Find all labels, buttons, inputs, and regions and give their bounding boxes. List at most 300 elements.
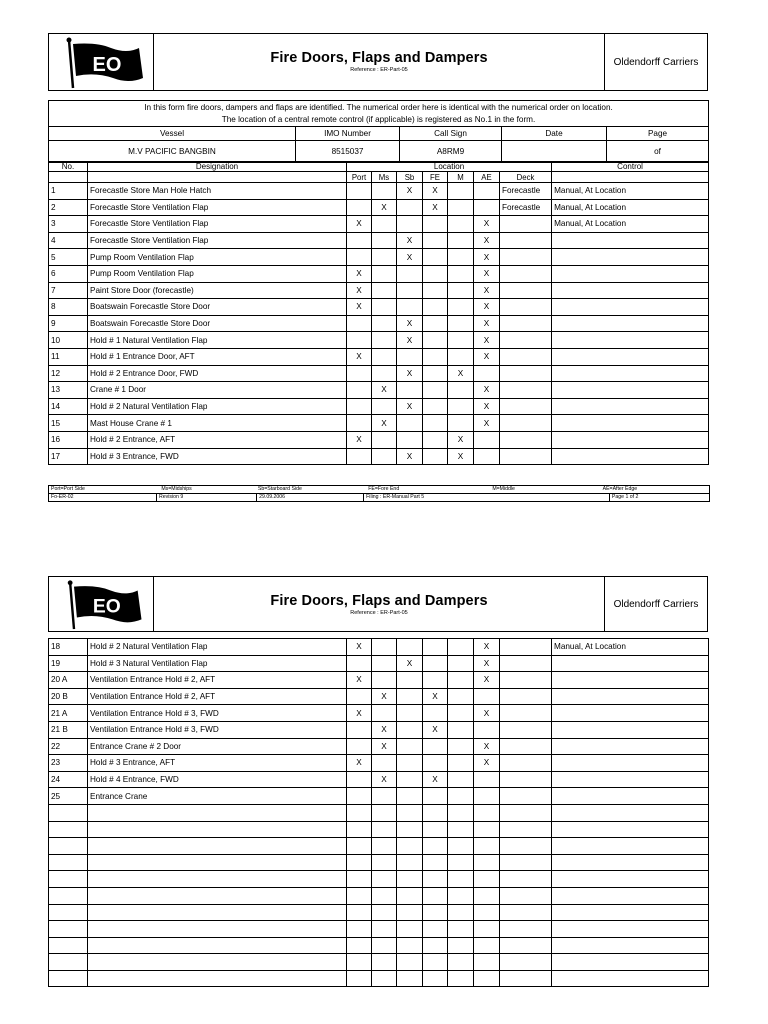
cell-ae: X bbox=[474, 232, 500, 249]
cell-fe bbox=[423, 921, 448, 938]
table-row bbox=[49, 970, 709, 987]
cell-m bbox=[448, 705, 474, 722]
cell-ms bbox=[372, 788, 397, 805]
cell-m bbox=[448, 232, 474, 249]
cell-no: 1 bbox=[49, 183, 88, 200]
cell-control bbox=[552, 348, 709, 365]
cell-sb bbox=[397, 970, 423, 987]
cell-fe bbox=[423, 904, 448, 921]
cell-no bbox=[49, 821, 88, 838]
table-row bbox=[49, 705, 709, 722]
cell-port bbox=[347, 887, 372, 904]
cell-designation: Ventilation Entrance Hold # 2, AFT bbox=[88, 672, 347, 689]
cell-control bbox=[552, 398, 709, 415]
cell-control bbox=[552, 954, 709, 971]
cell-ae: X bbox=[474, 398, 500, 415]
cell-designation: Hold # 4 Entrance, FWD bbox=[88, 771, 347, 788]
cell-m bbox=[448, 937, 474, 954]
table-row bbox=[49, 738, 709, 755]
cell-deck bbox=[500, 970, 552, 987]
cell-no: 14 bbox=[49, 398, 88, 415]
cell-deck bbox=[500, 755, 552, 772]
table-row bbox=[49, 639, 709, 656]
cell-control bbox=[552, 705, 709, 722]
cell-designation bbox=[88, 887, 347, 904]
cell-sb bbox=[397, 937, 423, 954]
cell-ms bbox=[372, 970, 397, 987]
cell-m bbox=[448, 655, 474, 672]
cell-ms: X bbox=[372, 721, 397, 738]
cell-ms: X bbox=[372, 738, 397, 755]
cell-control bbox=[552, 415, 709, 432]
cell-ae bbox=[474, 871, 500, 888]
designation-header: Designation bbox=[88, 163, 347, 172]
cell-designation: Forecastle Store Ventilation Flap bbox=[88, 232, 347, 249]
cell-m bbox=[448, 771, 474, 788]
cell-fe bbox=[423, 216, 448, 233]
cell-deck bbox=[500, 249, 552, 266]
cell-ae: X bbox=[474, 705, 500, 722]
cell-designation: Boatswain Forecastle Store Door bbox=[88, 299, 347, 316]
cell-designation bbox=[88, 970, 347, 987]
cell-ae bbox=[474, 688, 500, 705]
cell-ms bbox=[372, 398, 397, 415]
svg-text:EO: EO bbox=[92, 596, 121, 618]
cell-control bbox=[552, 721, 709, 738]
cell-deck bbox=[500, 937, 552, 954]
cell-no: 22 bbox=[49, 738, 88, 755]
page-label: Page bbox=[607, 127, 709, 141]
cell-no: 7 bbox=[49, 282, 88, 299]
cell-control bbox=[552, 448, 709, 465]
cell-control bbox=[552, 265, 709, 282]
cell-ms bbox=[372, 216, 397, 233]
cell-no: 8 bbox=[49, 299, 88, 316]
cell-ms bbox=[372, 655, 397, 672]
cell-designation: Hold # 2 Natural Ventilation Flap bbox=[88, 639, 347, 656]
cell-m bbox=[448, 970, 474, 987]
cell-port bbox=[347, 854, 372, 871]
table-row bbox=[49, 232, 709, 249]
cell-control bbox=[552, 738, 709, 755]
cell-designation: Paint Store Door (forecastle) bbox=[88, 282, 347, 299]
cell-no: 19 bbox=[49, 655, 88, 672]
table-row bbox=[49, 348, 709, 365]
cell-designation: Ventilation Entrance Hold # 3, FWD bbox=[88, 705, 347, 722]
cell-sb bbox=[397, 415, 423, 432]
cell-m bbox=[448, 821, 474, 838]
imo-label: IMO Number bbox=[296, 127, 400, 141]
cell-m bbox=[448, 921, 474, 938]
cell-ms bbox=[372, 755, 397, 772]
cell-fe bbox=[423, 431, 448, 448]
company-name: Oldendorff Carriers bbox=[604, 34, 707, 90]
cell-deck bbox=[500, 821, 552, 838]
cell-ae: X bbox=[474, 655, 500, 672]
cell-control bbox=[552, 672, 709, 689]
table-row bbox=[49, 431, 709, 448]
table-row bbox=[49, 655, 709, 672]
cell-control bbox=[552, 937, 709, 954]
cell-sb bbox=[397, 639, 423, 656]
cell-m bbox=[448, 871, 474, 888]
cell-control bbox=[552, 821, 709, 838]
cell-deck: Forecastle bbox=[500, 199, 552, 216]
cell-no: 16 bbox=[49, 431, 88, 448]
cell-deck bbox=[500, 216, 552, 233]
cell-port: X bbox=[347, 348, 372, 365]
cell-deck bbox=[500, 954, 552, 971]
table-row bbox=[49, 199, 709, 216]
cell-deck bbox=[500, 332, 552, 349]
cell-deck bbox=[500, 838, 552, 855]
cell-m bbox=[448, 265, 474, 282]
footer-form-code: Fo-ER-02 bbox=[49, 494, 157, 501]
cell-ae: X bbox=[474, 382, 500, 399]
table-row bbox=[49, 838, 709, 855]
cell-designation: Forecastle Store Ventilation Flap bbox=[88, 199, 347, 216]
cell-control bbox=[552, 921, 709, 938]
cell-m bbox=[448, 382, 474, 399]
cell-sb bbox=[397, 821, 423, 838]
cell-designation: Ventilation Entrance Hold # 3, FWD bbox=[88, 721, 347, 738]
cell-sb bbox=[397, 854, 423, 871]
cell-ms: X bbox=[372, 688, 397, 705]
cell-ae: X bbox=[474, 282, 500, 299]
cell-control bbox=[552, 771, 709, 788]
cell-ms bbox=[372, 904, 397, 921]
cell-ms bbox=[372, 821, 397, 838]
cell-control bbox=[552, 299, 709, 316]
cell-designation: Hold # 1 Natural Ventilation Flap bbox=[88, 332, 347, 349]
page-value: of bbox=[607, 141, 709, 162]
ms-header: Ms bbox=[372, 172, 397, 183]
cell-port: X bbox=[347, 672, 372, 689]
table-row bbox=[49, 183, 709, 200]
cell-ae: X bbox=[474, 415, 500, 432]
cell-ae: X bbox=[474, 639, 500, 656]
cell-port bbox=[347, 415, 372, 432]
date-value bbox=[502, 141, 607, 162]
cell-designation: Hold # 2 Natural Ventilation Flap bbox=[88, 398, 347, 415]
cell-m bbox=[448, 216, 474, 233]
cell-control: Manual, At Location bbox=[552, 639, 709, 656]
form-header bbox=[48, 33, 708, 91]
cell-no: 4 bbox=[49, 232, 88, 249]
cell-port bbox=[347, 688, 372, 705]
cell-port: X bbox=[347, 265, 372, 282]
cell-fe bbox=[423, 655, 448, 672]
cell-port bbox=[347, 970, 372, 987]
cell-ae: X bbox=[474, 672, 500, 689]
cell-ms bbox=[372, 954, 397, 971]
cell-no bbox=[49, 887, 88, 904]
cell-deck bbox=[500, 771, 552, 788]
cell-designation: Entrance Crane # 2 Door bbox=[88, 738, 347, 755]
cell-fe bbox=[423, 398, 448, 415]
cell-port bbox=[347, 365, 372, 382]
cell-deck bbox=[500, 688, 552, 705]
cell-designation bbox=[88, 921, 347, 938]
cell-sb bbox=[397, 382, 423, 399]
cell-no bbox=[49, 970, 88, 987]
cell-deck bbox=[500, 804, 552, 821]
items-table-page-2 bbox=[48, 638, 709, 987]
cell-sb: X bbox=[397, 183, 423, 200]
cell-port bbox=[347, 315, 372, 332]
cell-deck bbox=[500, 315, 552, 332]
cell-control: Manual, At Location bbox=[552, 183, 709, 200]
cell-no: 2 bbox=[49, 199, 88, 216]
cell-ms bbox=[372, 854, 397, 871]
cell-designation bbox=[88, 821, 347, 838]
cell-no bbox=[49, 937, 88, 954]
footer-page: Page 1 of 2 bbox=[611, 494, 639, 500]
cell-port: X bbox=[347, 705, 372, 722]
cell-ms bbox=[372, 332, 397, 349]
footer-legend-ae: AE=After Edge bbox=[602, 486, 638, 492]
cell-m bbox=[448, 672, 474, 689]
cell-m bbox=[448, 804, 474, 821]
cell-sb: X bbox=[397, 655, 423, 672]
vessel-value: M.V PACIFIC BANGBIN bbox=[49, 141, 296, 162]
form-reference: Reference : ER-Part-05 bbox=[350, 67, 408, 73]
table-row bbox=[49, 954, 709, 971]
cell-ae: X bbox=[474, 249, 500, 266]
footer-blank bbox=[505, 494, 610, 501]
cell-ms: X bbox=[372, 199, 397, 216]
cell-fe bbox=[423, 249, 448, 266]
cell-no bbox=[49, 854, 88, 871]
cell-designation: Hold # 2 Entrance, AFT bbox=[88, 431, 347, 448]
cell-port: X bbox=[347, 431, 372, 448]
table-row bbox=[49, 921, 709, 938]
cell-m bbox=[448, 954, 474, 971]
imo-value: 8515037 bbox=[296, 141, 400, 162]
cell-ae bbox=[474, 183, 500, 200]
cell-designation: Pump Room Ventilation Flap bbox=[88, 249, 347, 266]
cell-m bbox=[448, 299, 474, 316]
cell-designation bbox=[88, 954, 347, 971]
form-footer bbox=[48, 485, 710, 502]
intro-text bbox=[49, 101, 709, 127]
cell-designation: Pump Room Ventilation Flap bbox=[88, 265, 347, 282]
cell-ms bbox=[372, 299, 397, 316]
footer-legend-row bbox=[49, 486, 709, 494]
cell-port bbox=[347, 655, 372, 672]
cell-ae bbox=[474, 431, 500, 448]
cell-sb bbox=[397, 871, 423, 888]
cell-sb bbox=[397, 738, 423, 755]
cell-sb bbox=[397, 721, 423, 738]
cell-no: 25 bbox=[49, 788, 88, 805]
cell-ms bbox=[372, 431, 397, 448]
cell-port bbox=[347, 821, 372, 838]
cell-m bbox=[448, 199, 474, 216]
cell-ms: X bbox=[372, 382, 397, 399]
cell-ms bbox=[372, 183, 397, 200]
cell-port: X bbox=[347, 755, 372, 772]
cell-port bbox=[347, 183, 372, 200]
cell-sb bbox=[397, 348, 423, 365]
cell-deck bbox=[500, 887, 552, 904]
cell-deck bbox=[500, 365, 552, 382]
table-row bbox=[49, 854, 709, 871]
cell-fe bbox=[423, 382, 448, 399]
cell-m bbox=[448, 415, 474, 432]
cell-fe bbox=[423, 232, 448, 249]
cell-sb: X bbox=[397, 249, 423, 266]
footer-meta-row bbox=[49, 494, 709, 501]
no-header: No. bbox=[49, 163, 88, 172]
cell-fe bbox=[423, 788, 448, 805]
cell-control bbox=[552, 755, 709, 772]
cell-ms bbox=[372, 315, 397, 332]
cell-ae bbox=[474, 365, 500, 382]
cell-ae bbox=[474, 887, 500, 904]
cell-m bbox=[448, 788, 474, 805]
cell-control bbox=[552, 431, 709, 448]
table-row bbox=[49, 382, 709, 399]
cell-control bbox=[552, 854, 709, 871]
cell-control bbox=[552, 788, 709, 805]
cell-fe bbox=[423, 838, 448, 855]
cell-control bbox=[552, 970, 709, 987]
cell-port bbox=[347, 738, 372, 755]
cell-fe: X bbox=[423, 771, 448, 788]
cell-m: X bbox=[448, 365, 474, 382]
cell-fe bbox=[423, 705, 448, 722]
table-row bbox=[49, 398, 709, 415]
cell-sb bbox=[397, 688, 423, 705]
table-row bbox=[49, 755, 709, 772]
table-row bbox=[49, 804, 709, 821]
cell-ms bbox=[372, 871, 397, 888]
cell-control bbox=[552, 688, 709, 705]
cell-designation: Forecastle Store Man Hole Hatch bbox=[88, 183, 347, 200]
cell-designation: Hold # 3 Natural Ventilation Flap bbox=[88, 655, 347, 672]
cell-deck bbox=[500, 282, 552, 299]
cell-fe bbox=[423, 854, 448, 871]
cell-m: X bbox=[448, 448, 474, 465]
cell-ae bbox=[474, 954, 500, 971]
no-subheader bbox=[49, 172, 88, 183]
cell-designation: Hold # 3 Entrance, AFT bbox=[88, 755, 347, 772]
cell-control bbox=[552, 655, 709, 672]
cell-deck bbox=[500, 721, 552, 738]
cell-control: Manual, At Location bbox=[552, 216, 709, 233]
cell-ae bbox=[474, 771, 500, 788]
cell-deck bbox=[500, 398, 552, 415]
cell-fe bbox=[423, 954, 448, 971]
cell-ae: X bbox=[474, 738, 500, 755]
table-row bbox=[49, 299, 709, 316]
title-block-page-2 bbox=[154, 577, 604, 631]
cell-sb bbox=[397, 199, 423, 216]
cell-ms bbox=[372, 265, 397, 282]
cell-designation: Hold # 1 Entrance Door, AFT bbox=[88, 348, 347, 365]
cell-no: 17 bbox=[49, 448, 88, 465]
cell-ae bbox=[474, 838, 500, 855]
cell-deck bbox=[500, 738, 552, 755]
cell-ms bbox=[372, 282, 397, 299]
cell-no: 21 B bbox=[49, 721, 88, 738]
cell-fe bbox=[423, 639, 448, 656]
cell-ae bbox=[474, 448, 500, 465]
ae-header: AE bbox=[474, 172, 500, 183]
cell-ms bbox=[372, 249, 397, 266]
cell-sb: X bbox=[397, 398, 423, 415]
cell-ms bbox=[372, 639, 397, 656]
cell-no: 12 bbox=[49, 365, 88, 382]
cell-no: 20 A bbox=[49, 672, 88, 689]
cell-m bbox=[448, 854, 474, 871]
table-row bbox=[49, 249, 709, 266]
cell-fe bbox=[423, 970, 448, 987]
table-row bbox=[49, 871, 709, 888]
cell-sb bbox=[397, 282, 423, 299]
cell-ae bbox=[474, 821, 500, 838]
cell-fe bbox=[423, 332, 448, 349]
cell-port bbox=[347, 937, 372, 954]
cell-deck bbox=[500, 265, 552, 282]
cell-ae: X bbox=[474, 299, 500, 316]
footer-legend-fe: FE=Fore End bbox=[368, 486, 400, 492]
cell-fe bbox=[423, 871, 448, 888]
cell-no bbox=[49, 904, 88, 921]
cell-no bbox=[49, 921, 88, 938]
form-page-2 bbox=[48, 576, 708, 987]
cell-ms: X bbox=[372, 415, 397, 432]
cell-ms bbox=[372, 705, 397, 722]
cell-ae bbox=[474, 921, 500, 938]
cell-port bbox=[347, 199, 372, 216]
cell-deck bbox=[500, 431, 552, 448]
cell-port bbox=[347, 382, 372, 399]
cell-m bbox=[448, 721, 474, 738]
cell-designation bbox=[88, 904, 347, 921]
cell-fe bbox=[423, 448, 448, 465]
cell-deck bbox=[500, 672, 552, 689]
cell-port bbox=[347, 904, 372, 921]
cell-sb: X bbox=[397, 232, 423, 249]
cell-port bbox=[347, 871, 372, 888]
cell-no bbox=[49, 871, 88, 888]
table-row bbox=[49, 265, 709, 282]
cell-ms: X bbox=[372, 771, 397, 788]
cell-sb bbox=[397, 921, 423, 938]
cell-ae bbox=[474, 721, 500, 738]
cell-sb bbox=[397, 904, 423, 921]
table-row bbox=[49, 216, 709, 233]
cell-ae bbox=[474, 937, 500, 954]
cell-sb bbox=[397, 755, 423, 772]
port-header: Port bbox=[347, 172, 372, 183]
control-subheader bbox=[552, 172, 709, 183]
cell-ae bbox=[474, 199, 500, 216]
cell-sb: X bbox=[397, 365, 423, 382]
cell-designation: Forecastle Store Ventilation Flap bbox=[88, 216, 347, 233]
cell-m bbox=[448, 332, 474, 349]
cell-deck bbox=[500, 705, 552, 722]
cell-control bbox=[552, 871, 709, 888]
cell-deck bbox=[500, 655, 552, 672]
cell-ms bbox=[372, 448, 397, 465]
cell-port bbox=[347, 721, 372, 738]
cell-port bbox=[347, 838, 372, 855]
cell-m bbox=[448, 282, 474, 299]
footer-date: 29.09.2006 bbox=[257, 494, 364, 501]
